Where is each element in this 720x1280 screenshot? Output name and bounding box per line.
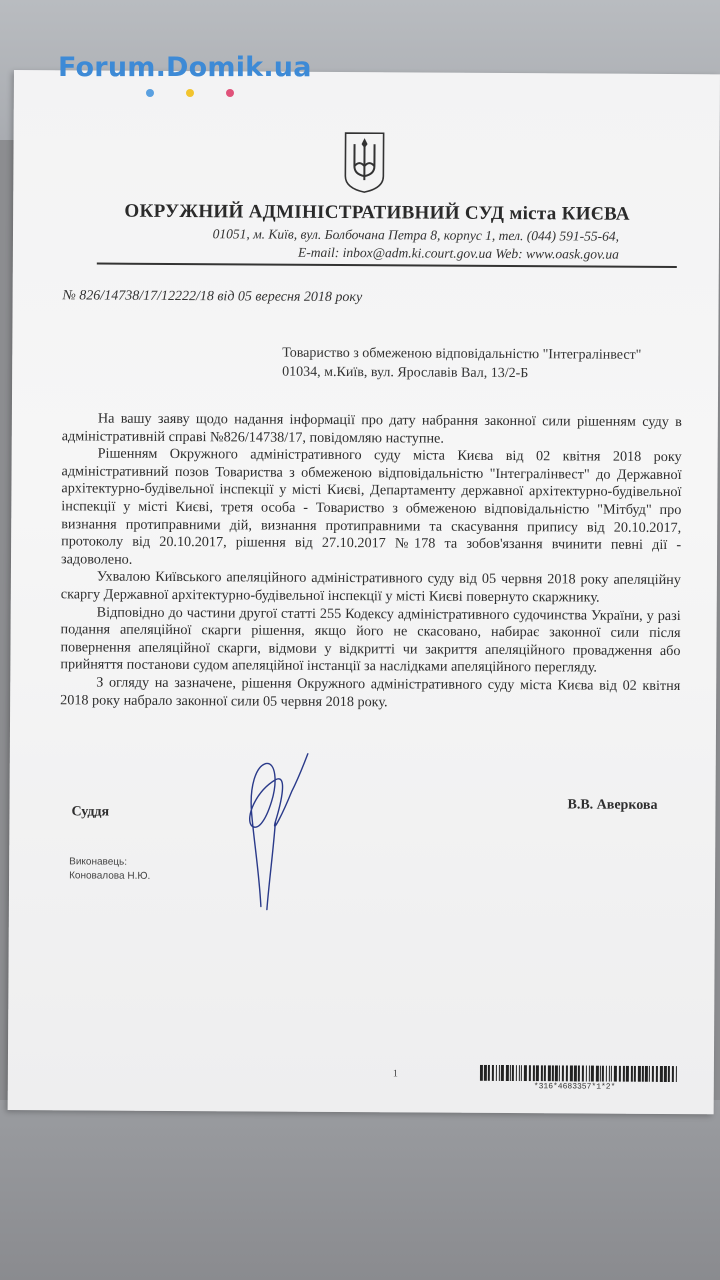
barcode-bar [562, 1065, 564, 1081]
barcode-bar [496, 1065, 497, 1081]
barcode-bar [626, 1066, 629, 1082]
signatory-title: Суддя [71, 804, 110, 820]
barcode-bar [516, 1065, 517, 1081]
barcode-bar [582, 1065, 584, 1081]
body-paragraph: З огляду на зазначене, рішення Окружного адміністративного суду міста Києва від 02 квітня 2018 року набрало законної сили 05 червня 2018 року. [60, 674, 681, 710]
barcode-bar [586, 1066, 587, 1082]
body-paragraph: Рішенням Окружного адміністративного суду міста Києва від 02 квітня 2018 року адміністративний позов Товариства з обмеженою відповідальністю "Інтегралінвест" до Державної архітектурно-будівельної інспекції у місті Києві, Департаменту державної архітектурно-будівельної інспекції у місті Києві, третя особа - Товариство з обмеженою відповідальністю "Мітбуд" про визнання протиправними дій, визнання протиправними та скасування припису від 20.10.2017, протоколу від 20.10.2017, рішення від 27.10.2017 №178 та зобов'язання вчинити певні дії - задоволено. [60, 445, 682, 568]
barcode-bar [631, 1066, 633, 1082]
barcode-bar [570, 1065, 573, 1081]
page-number: 1 [392, 1068, 398, 1080]
executor-name: Коновалова Н.Ю. [69, 870, 151, 882]
court-address [159, 225, 619, 264]
barcode-bar [602, 1066, 604, 1082]
barcode-bar [529, 1065, 531, 1081]
barcode-bar [510, 1065, 511, 1081]
barcode-bar [499, 1065, 500, 1081]
recipient-block [282, 344, 682, 384]
barcode-bar [642, 1066, 644, 1082]
barcode-bar [656, 1066, 658, 1082]
barcode-bar [548, 1065, 551, 1081]
barcode-bar [619, 1066, 621, 1082]
body-paragraph: На вашу заяву щодо надання інформації про дату набрання законної сили рішенням суду в адміністративній справі №826/14738/17, повідомляю наступне. [61, 410, 682, 447]
address-line-1: 01051, м. Київ, вул. Болбочана Петра 8, корпус 1, тел. (044) 591-55-64, [212, 226, 620, 244]
barcode-bar [660, 1066, 663, 1082]
barcode-bar [672, 1066, 674, 1082]
background-bottom [0, 1100, 720, 1280]
barcode-bar [664, 1066, 667, 1082]
barcode-bar [506, 1065, 509, 1081]
executor-block [69, 855, 150, 883]
barcode-bar [521, 1065, 522, 1081]
barcode-bar [623, 1066, 625, 1082]
barcode [480, 1065, 680, 1082]
barcode-bar [600, 1066, 601, 1082]
body-paragraph: Відповідно до частини другої статті 255 Кодексу адміністративного судочинства України, у разі подання апеляційної скарги рішення, якщо його не скасовано, набирає законної сили після повернення апеляційної скарги, відмови у відкритті чи закриття апеляційного провадження або прийняття постанови судом апеляційної інстанції за наслідками апеляційного перегляду. [60, 604, 681, 676]
address-line-2: E-mail: inbox@adm.ki.court.gov.ua Web: www.oask.gov.ua [297, 244, 619, 262]
barcode-bar [596, 1066, 599, 1082]
handwritten-signature [231, 741, 322, 912]
barcode-bar [652, 1066, 654, 1082]
barcode-bar [634, 1066, 636, 1082]
barcode-bar [574, 1065, 577, 1081]
letter-page [8, 70, 720, 1114]
barcode-bar [536, 1065, 539, 1081]
barcode-bar [480, 1065, 483, 1081]
barcode-bar [649, 1066, 650, 1082]
barcode-bar [676, 1066, 677, 1082]
court-name: ОКРУЖНИЙ АДМІНІСТРАТИВНИЙ СУД міста КИЄВА [124, 200, 630, 225]
signatory-name: В.В. Аверкова [567, 797, 658, 813]
barcode-bar [512, 1065, 514, 1081]
barcode-bar [638, 1066, 641, 1082]
barcode-bar [611, 1066, 612, 1082]
barcode-bar [578, 1065, 580, 1081]
barcode-bar [488, 1065, 490, 1081]
executor-label: Виконавець: [69, 856, 128, 868]
letter-body [60, 410, 682, 713]
barcode-bar [541, 1065, 543, 1081]
recipient-name: Товариство з обмеженою відповідальністю "Інтегралінвест" [282, 345, 642, 363]
barcode-bar [552, 1065, 554, 1081]
barcode-bar [501, 1065, 504, 1081]
barcode-bar [614, 1066, 617, 1082]
barcode-bar [645, 1066, 648, 1082]
watermark-dot [226, 89, 234, 97]
barcode-bar [591, 1066, 594, 1082]
barcode-bar [606, 1066, 607, 1082]
outgoing-reference: № 826/14738/17/12222/18 від 05 вересня 2018 року [62, 288, 363, 306]
barcode-bar [668, 1066, 670, 1082]
barcode-bar [519, 1065, 520, 1081]
barcode-bar [524, 1065, 527, 1081]
barcode-bar [609, 1066, 610, 1082]
watermark-logo: Forum.Domik.ua [58, 52, 312, 83]
barcode-bar [559, 1065, 560, 1081]
barcode-bar [589, 1066, 590, 1082]
watermark-dot [146, 89, 154, 97]
barcode-bar [544, 1065, 546, 1081]
barcode-bar [566, 1065, 568, 1081]
watermark-dot [186, 89, 194, 97]
barcode-bar [492, 1065, 494, 1081]
trident-emblem-icon [342, 130, 386, 194]
watermark-dots [146, 89, 234, 97]
barcode-bar [555, 1065, 558, 1081]
recipient-address: 01034, м.Київ, вул. Ярославів Вал, 13/2-Б [282, 364, 529, 382]
body-paragraph: Ухвалою Київського апеляційного адміністративного суду від 05 червня 2018 року апеляційну скаргу Державної архітектурно-будівельної інспекції у місті Києві повернуто скаржнику. [60, 568, 681, 606]
barcode-bar [484, 1065, 487, 1081]
barcode-text: *316*4683357*1*2* [533, 1082, 616, 1092]
barcode-bar [533, 1065, 535, 1081]
